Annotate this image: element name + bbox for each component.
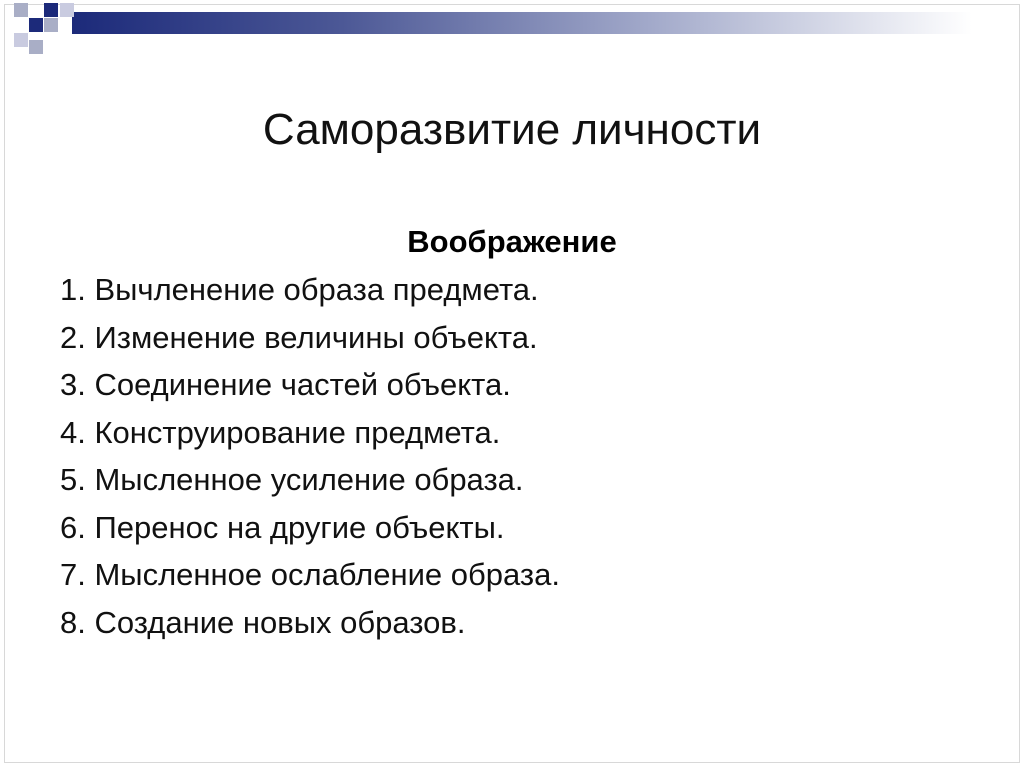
decor-square [29, 40, 43, 54]
decor-square [60, 3, 74, 17]
list-item: 3. Соединение частей объекта. [60, 367, 511, 402]
list-item: 2. Изменение величины объекта. [60, 319, 538, 355]
stages-list [60, 266, 560, 646]
decor-square [14, 33, 28, 47]
decor-square [29, 18, 43, 32]
list-item: 7. Мысленное ослабление образа. [60, 557, 560, 592]
list-item: 8. Создание новых образов. [60, 604, 466, 640]
list-item: 1. Вычленение образа предмета. [60, 272, 539, 307]
section-heading: Воображение [407, 224, 617, 259]
list-item: 4. Конструирование предмета. [60, 414, 501, 450]
decor-square [44, 3, 58, 17]
list-item: 5. Мысленное усиление образа. [60, 462, 524, 497]
slide-title: Саморазвитие личности [262, 105, 762, 154]
decor-square [44, 18, 58, 32]
decor-square [14, 3, 28, 17]
list-item: 6. Перенос на другие объекты. [60, 509, 505, 545]
header-gradient-bar [72, 12, 972, 34]
